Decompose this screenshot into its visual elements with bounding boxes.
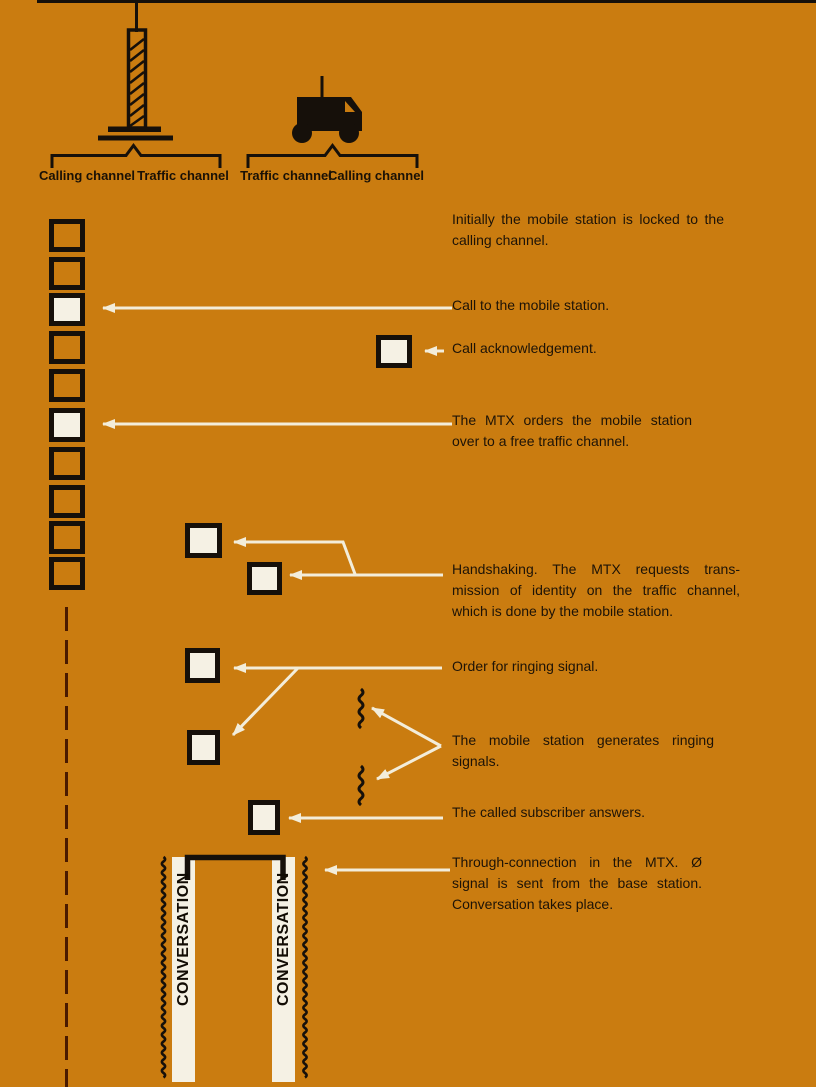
base-station-channels-brace [52,146,220,169]
calling-channel-frame-column [52,222,83,588]
annotation-subscriber-answers: The called subscriber answers. [452,804,645,820]
label-mobile-traffic-channel: Traffic channel [240,168,332,183]
conversation-label-mobile: CONVERSATION [275,872,292,1006]
handshake-signal-square-1 [188,526,220,556]
conversation-zigzag-left [162,857,165,1078]
conversation-zigzag-right [303,857,306,1078]
annotation-call-ack: Call acknowledgement. [452,340,597,356]
annotation-ring-generate: The mobile station generates ringing signals. [452,732,714,769]
arrow-ring-signal-down [377,746,441,779]
channel-frame [52,372,83,400]
channel-frame [52,560,83,588]
annotation-mtx-order: The MTX orders the mobile station over to a free traffic channel. [452,412,692,449]
label-base-traffic-channel: Traffic channel [137,168,229,183]
handshake-signal-square-2 [250,565,280,593]
channel-frame [52,260,83,288]
arrow-ring-signal-up [372,708,441,746]
annotation-handshaking: Handshaking. The MTX requests trans-mission of identity on the traffic channel, which is done by the mobile station. [452,561,740,619]
ringing-squiggle-1 [359,689,363,728]
conversation-label-base: CONVERSATION [175,872,192,1006]
annotation-call-to-mobile: Call to the mobile station. [452,297,610,313]
channel-frame [52,450,83,478]
call-ack-signal-square [379,338,410,366]
radio-tower-icon [98,2,173,141]
annotation-initial-lock: Initially the mobile station is locked to the calling channel. [452,211,724,248]
channel-frame-signal-call [52,296,83,324]
through-connection-bracket [188,858,284,881]
answer-signal-square [251,803,278,833]
label-mobile-calling-channel: Calling channel [327,168,425,183]
ring-generate-signal-square [190,733,218,763]
channel-frame [52,524,83,552]
mobile-station-channels-brace [248,146,417,169]
channel-frame [52,334,83,362]
arrow-ring-generate [233,668,298,735]
channel-frame [52,222,83,250]
channel-frame-signal-order [52,411,83,440]
annotation-through-connection: Through-connection in the MTX. Ø signal is sent from the base station. Conversation takes place. [452,854,702,912]
ring-order-signal-square [188,651,218,681]
truck-icon [292,76,362,143]
label-base-calling-channel: Calling channel [38,168,136,183]
channel-frame [52,488,83,516]
annotation-ring-order: Order for ringing signal. [452,658,599,674]
ringing-squiggle-2 [359,766,363,805]
